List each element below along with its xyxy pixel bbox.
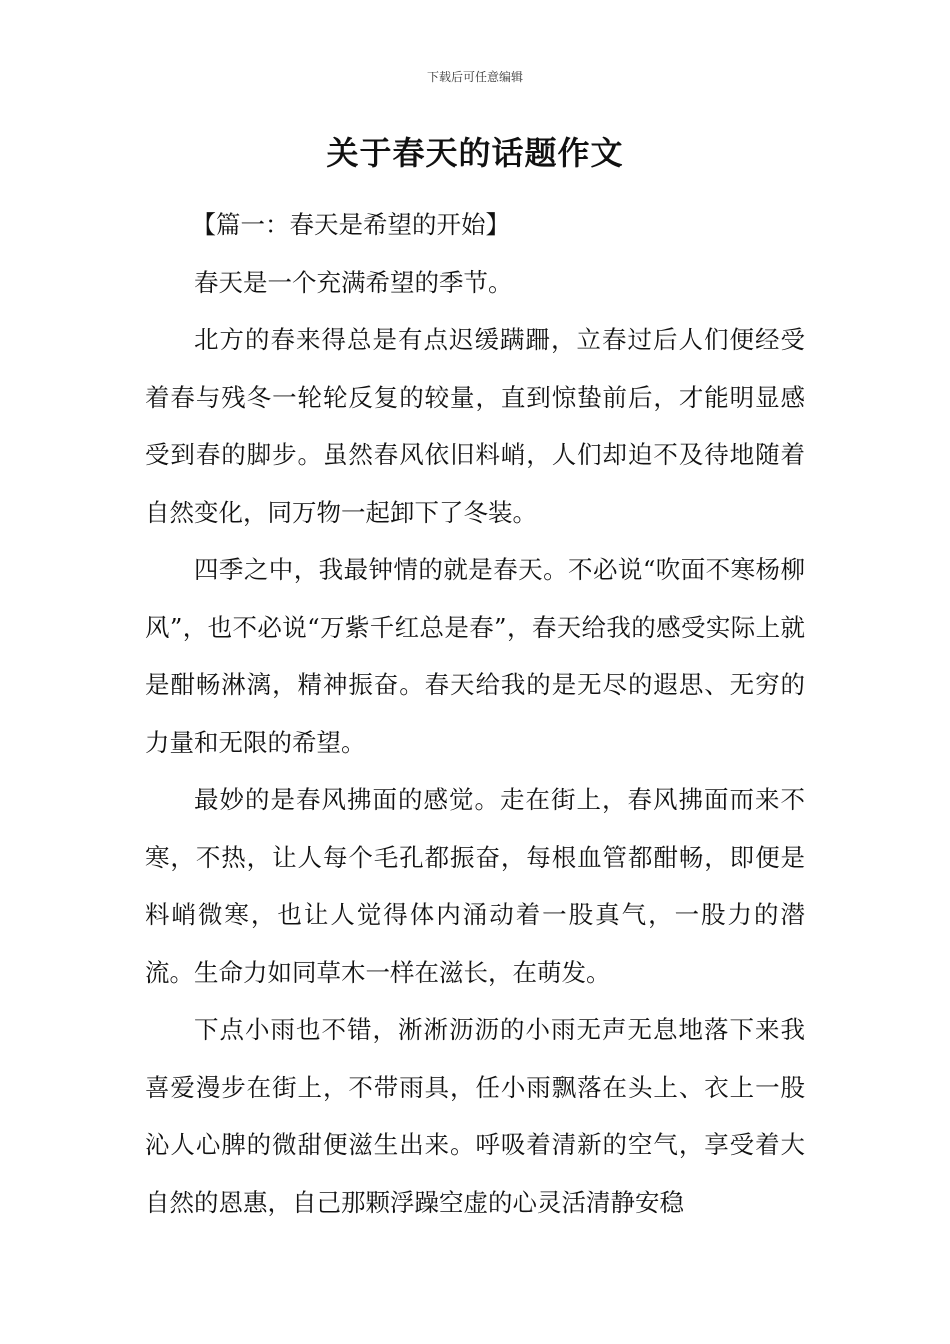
document-title: 关于春天的话题作文 [326,134,624,172]
section-heading: 【篇一：春天是希望的开始】 [191,210,511,239]
paragraph: 最妙的是春风拂面的感觉。走在街上，春风拂面而来不寒，不热，让人每个毛孔都振奋，每根血管都酣畅，即便是料峭微寒，也让人觉得体内涌动着一股真气，一股力的潜流。生命力如同草木一样在滋长，在萌发。 [145,785,805,987]
header-note: 下载后可任意编辑 [426,70,523,84]
document-body [145,196,805,1231]
paragraph: 春天是一个充满希望的季节。 [194,267,513,297]
paragraph: 下点小雨也不错，淅淅沥沥的小雨无声无息地落下来我喜爱漫步在街上，不带雨具，任小雨飘落在头上、衣上一股沁人心脾的微甜便滋生出来。呼吸着清新的空气，享受着大自然的恩惠，自己那颗浮躁空虚的心灵活清静安稳 [145,1015,805,1217]
paragraph: 四季之中，我最钟情的就是春天。不必说“吹面不寒杨柳风”，也不必说“万紫千红总是春”，春天给我的感受实际上就是酣畅淋漓，精神振奋。春天给我的是无尽的遐思、无穷的力量和无限的希望。 [145,555,805,757]
paragraph: 北方的春来得总是有点迟缓蹒跚，立春过后人们便经受着春与残冬一轮轮反复的较量，直到惊蛰前后，才能明显感受到春的脚步。虽然春风依旧料峭，人们却迫不及待地随着自然变化，同万物一起卸下了冬装。 [145,325,805,527]
